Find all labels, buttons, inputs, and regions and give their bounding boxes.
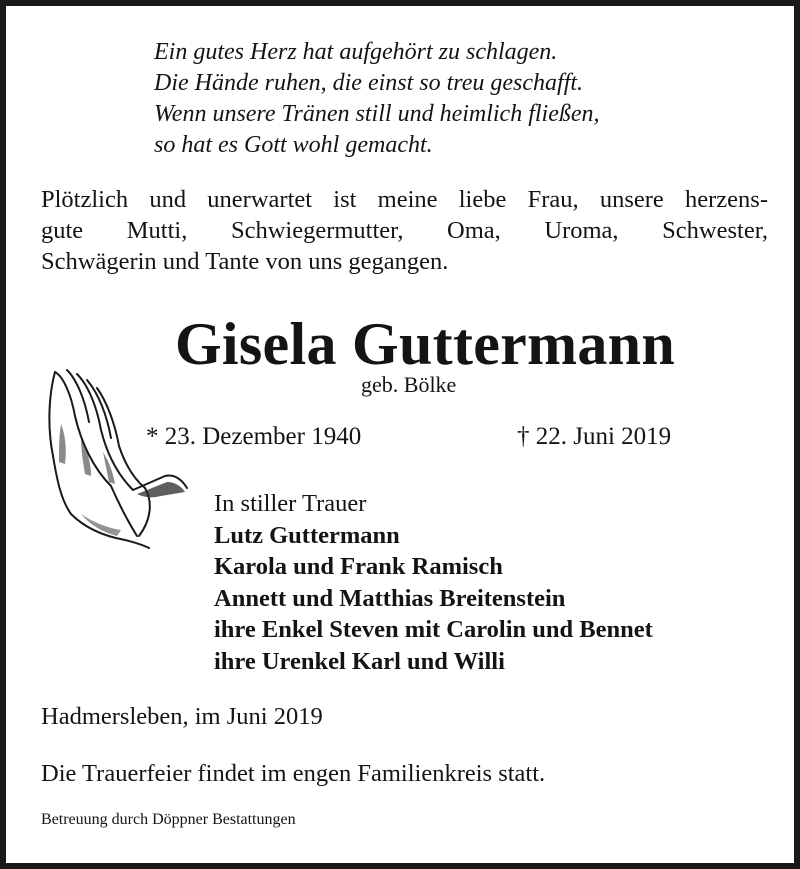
birth-date: * 23. Dezember 1940 [146,423,362,450]
announcement-text [41,184,768,277]
poem-line: so hat es Gott wohl gemacht. [154,132,433,158]
mourner-name: ihre Urenkel Karl und Willi [214,647,505,675]
poem-line: Wenn unsere Tränen still und heimlich fließen, [154,101,600,127]
mourner-name: ihre Enkel Steven mit Carolin und Bennet [214,616,653,643]
ceremony-note: Die Trauerfeier findet im engen Familienkreis statt. [41,760,546,787]
praying-hands-icon [41,364,191,550]
mourner-name: Lutz Guttermann [214,521,400,549]
death-date: † 22. Juni 2019 [517,423,672,450]
maiden-name: geb. Bölke [361,372,457,397]
mourner-name: Annett und Matthias Breitenstein [214,584,566,612]
poem [154,37,600,161]
announcement-line: gute Mutti, Schwiegermutter, Oma, Uroma, Schwester, [41,217,768,244]
mourner-name: Karola und Frank Ramisch [214,553,503,580]
deceased-name: Gisela Guttermann [174,311,676,377]
mourning-intro: In stiller Trauer [214,490,367,517]
poem-line: Ein gutes Herz hat aufgehört zu schlagen. [154,39,558,65]
announcement-line: Schwägerin und Tante von uns gegangen. [41,248,449,275]
poem-line: Die Hände ruhen, die einst so treu geschafft. [154,70,584,96]
mourners-block [214,488,653,677]
place-date: Hadmersleben, im Juni 2019 [41,703,323,730]
announcement-line: Plötzlich und unerwartet ist meine liebe Frau, unsere herzens- [41,186,768,213]
undertaker-credit: Betreuung durch Döppner Bestattungen [41,811,296,828]
